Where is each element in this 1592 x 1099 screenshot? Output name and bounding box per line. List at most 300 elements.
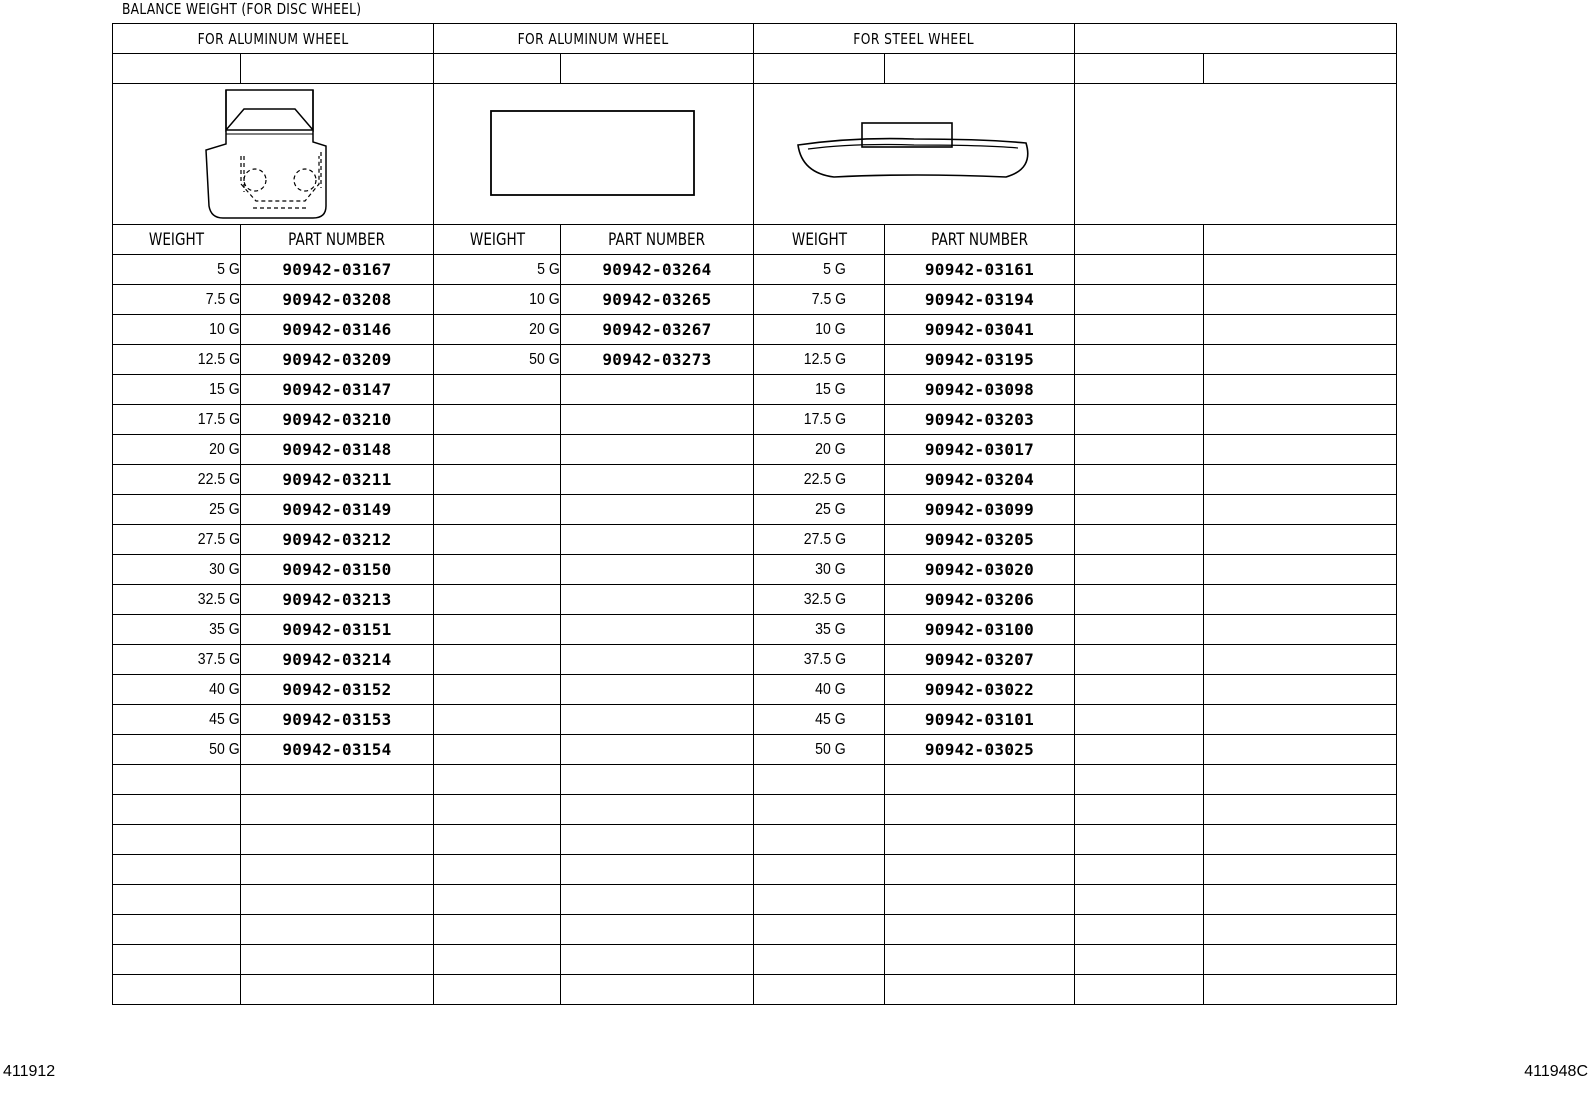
weight-cell [1075, 585, 1204, 615]
group-label-aluminum-2: FOR ALUMINUM WHEEL [517, 30, 670, 48]
table-row [113, 375, 1397, 405]
weight-cell [434, 765, 561, 795]
weight-cell [113, 555, 241, 585]
part-number-cell: 90942-03195 [885, 345, 1075, 375]
weight-cell [1075, 645, 1204, 675]
part-number-cell: 90942-03212 [241, 525, 434, 555]
weight-cell [434, 735, 561, 765]
blank-cell [1204, 225, 1397, 255]
part-number-cell [561, 825, 754, 855]
blank-cell [1075, 225, 1204, 255]
part-number-cell [241, 915, 434, 945]
weight-cell [113, 645, 241, 675]
part-number-cell [561, 525, 754, 555]
part-number-cell [1204, 525, 1397, 555]
weight-cell [754, 375, 885, 405]
weight-cell [1075, 945, 1204, 975]
weight-value: 5 G [823, 260, 846, 278]
weight-cell [754, 435, 885, 465]
table-row [113, 795, 1397, 825]
weight-cell [113, 465, 241, 495]
blank-cell [1075, 54, 1204, 84]
weight-cell [1075, 435, 1204, 465]
weight-value: 15 G [815, 380, 846, 398]
weight-cell [113, 825, 241, 855]
weight-cell [1075, 915, 1204, 945]
part-number-cell [561, 495, 754, 525]
weight-value: 10 G [209, 320, 240, 338]
part-number-cell [561, 465, 754, 495]
weight-cell [754, 975, 885, 1005]
table-row [113, 645, 1397, 675]
part-number-cell: 90942-03148 [241, 435, 434, 465]
weight-cell [434, 435, 561, 465]
part-number-cell [1204, 825, 1397, 855]
illustration-cell-empty [1075, 84, 1397, 225]
weight-value: 27.5 G [803, 530, 846, 548]
table-row [113, 765, 1397, 795]
part-number-cell: 90942-03208 [241, 285, 434, 315]
weight-cell [113, 765, 241, 795]
weight-cell [434, 615, 561, 645]
weight-value: 7.5 G [811, 290, 846, 308]
weight-cell [113, 885, 241, 915]
group-header-row [113, 24, 1397, 54]
blank-cell [561, 54, 754, 84]
weight-cell [434, 375, 561, 405]
part-number-cell: 90942-03017 [885, 435, 1075, 465]
part-number-header: PART NUMBER [241, 225, 434, 255]
weight-cell [113, 345, 241, 375]
part-number-cell [241, 795, 434, 825]
weight-cell [113, 375, 241, 405]
weight-cell [434, 945, 561, 975]
weight-header: WEIGHT [113, 225, 241, 255]
part-number-cell: 90942-03020 [885, 555, 1075, 585]
weight-value: 25 G [815, 500, 846, 518]
group-label-aluminum-1: FOR ALUMINUM WHEEL [197, 30, 349, 48]
part-number-cell [1204, 975, 1397, 1005]
part-number-cell: 90942-03150 [241, 555, 434, 585]
weight-value: 40 G [209, 680, 240, 698]
part-number-cell: 90942-03194 [885, 285, 1075, 315]
weight-value: 37.5 G [197, 650, 240, 668]
part-number-cell [561, 705, 754, 735]
weight-header: WEIGHT [754, 225, 885, 255]
group-header-cell [434, 24, 754, 54]
weight-value: 40 G [815, 680, 846, 698]
weight-cell [1075, 855, 1204, 885]
blank-subheader-row [113, 54, 1397, 84]
part-number-cell: 90942-03214 [241, 645, 434, 675]
weight-cell [754, 405, 885, 435]
part-number-cell [561, 885, 754, 915]
weight-cell [754, 915, 885, 945]
part-number-cell [1204, 615, 1397, 645]
part-number-cell [561, 615, 754, 645]
table-row [113, 255, 1397, 285]
weight-value: 30 G [815, 560, 846, 578]
part-number-cell [241, 975, 434, 1005]
illustration-cell [434, 84, 754, 225]
part-number-cell [561, 375, 754, 405]
part-number-cell [1204, 465, 1397, 495]
part-number-cell: 90942-03204 [885, 465, 1075, 495]
weight-cell [754, 495, 885, 525]
part-number-cell [241, 855, 434, 885]
adhesive-balance-weight-illustration [489, 109, 699, 199]
weight-cell [113, 975, 241, 1005]
weight-value: 5 G [537, 260, 560, 278]
part-number-cell: 90942-03206 [885, 585, 1075, 615]
part-number-cell [561, 555, 754, 585]
weight-cell [434, 855, 561, 885]
illustration-cell [754, 84, 1075, 225]
part-number-cell: 90942-03154 [241, 735, 434, 765]
part-number-cell: 90942-03098 [885, 375, 1075, 405]
weight-value: 45 G [815, 710, 846, 728]
part-number-cell: 90942-03167 [241, 255, 434, 285]
weight-value: 27.5 G [197, 530, 240, 548]
weight-value: 22.5 G [197, 470, 240, 488]
part-number-cell: 90942-03203 [885, 405, 1075, 435]
weight-cell [754, 285, 885, 315]
blank-cell [241, 54, 434, 84]
part-number-cell [1204, 795, 1397, 825]
table-row [113, 495, 1397, 525]
part-number-cell [1204, 345, 1397, 375]
weight-cell [113, 255, 241, 285]
weight-value: 7.5 G [205, 290, 240, 308]
weight-cell [754, 615, 885, 645]
part-number-cell [1204, 435, 1397, 465]
part-number-cell [561, 675, 754, 705]
weight-cell [1075, 405, 1204, 435]
part-number-cell [561, 975, 754, 1005]
weight-cell [113, 435, 241, 465]
part-number-cell [241, 945, 434, 975]
group-label-steel: FOR STEEL WHEEL [853, 30, 975, 48]
weight-cell [1075, 675, 1204, 705]
part-number-cell: 90942-03022 [885, 675, 1075, 705]
part-number-cell [1204, 945, 1397, 975]
part-number-cell: 90942-03161 [885, 255, 1075, 285]
part-number-cell [1204, 675, 1397, 705]
weight-value: 45 G [209, 710, 240, 728]
table-row [113, 345, 1397, 375]
weight-cell [434, 255, 561, 285]
weight-cell [754, 885, 885, 915]
weight-cell [1075, 345, 1204, 375]
part-number-cell [1204, 765, 1397, 795]
weight-value: 10 G [815, 320, 846, 338]
part-number-cell [1204, 555, 1397, 585]
part-number-cell [241, 885, 434, 915]
part-number-cell [561, 405, 754, 435]
weight-cell [434, 465, 561, 495]
part-number-cell [885, 945, 1075, 975]
weight-value: 32.5 G [803, 590, 846, 608]
illustration-row [113, 84, 1397, 225]
table-row [113, 315, 1397, 345]
part-number-cell [885, 825, 1075, 855]
part-number-cell: 90942-03205 [885, 525, 1075, 555]
part-number-header: PART NUMBER [885, 225, 1075, 255]
weight-value: 37.5 G [803, 650, 846, 668]
part-number-cell [885, 885, 1075, 915]
table-row [113, 525, 1397, 555]
part-number-cell [1204, 705, 1397, 735]
part-number-cell: 90942-03153 [241, 705, 434, 735]
weight-cell [434, 525, 561, 555]
weight-cell [113, 915, 241, 945]
weight-cell [754, 735, 885, 765]
table-row [113, 855, 1397, 885]
weight-cell [754, 345, 885, 375]
table-row [113, 405, 1397, 435]
weight-cell [1075, 795, 1204, 825]
weight-cell [1075, 465, 1204, 495]
weight-cell [1075, 255, 1204, 285]
column-header-row [113, 225, 1397, 255]
weight-cell [434, 885, 561, 915]
weight-cell [113, 945, 241, 975]
part-number-cell: 90942-03146 [241, 315, 434, 345]
table-row [113, 555, 1397, 585]
weight-cell [113, 405, 241, 435]
weight-value: 20 G [209, 440, 240, 458]
weight-value: 25 G [209, 500, 240, 518]
table-row [113, 915, 1397, 945]
weight-cell [434, 555, 561, 585]
group-header-cell [754, 24, 1075, 54]
weight-cell [1075, 615, 1204, 645]
part-number-cell [241, 825, 434, 855]
table-row [113, 675, 1397, 705]
weight-cell [434, 705, 561, 735]
part-number-cell [1204, 855, 1397, 885]
weight-cell [1075, 975, 1204, 1005]
table-row [113, 585, 1397, 615]
weight-cell [754, 585, 885, 615]
weight-value: 35 G [815, 620, 846, 638]
table-row [113, 705, 1397, 735]
part-number-cell [885, 765, 1075, 795]
steel-clip-balance-weight-illustration [794, 119, 1034, 189]
part-number-cell: 90942-03267 [561, 315, 754, 345]
weight-cell [434, 645, 561, 675]
weight-cell [754, 765, 885, 795]
weight-value: 20 G [815, 440, 846, 458]
weight-cell [113, 795, 241, 825]
weight-cell [754, 315, 885, 345]
part-number-cell: 90942-03265 [561, 285, 754, 315]
weight-value: 50 G [529, 350, 560, 368]
weight-cell [113, 735, 241, 765]
part-number-cell [561, 855, 754, 885]
part-number-cell [1204, 735, 1397, 765]
figure-reference-right: 411948C [1524, 1063, 1588, 1080]
weight-cell [1075, 735, 1204, 765]
part-number-cell [1204, 885, 1397, 915]
weight-cell [434, 585, 561, 615]
table-row [113, 465, 1397, 495]
weight-value: 50 G [209, 740, 240, 758]
part-number-cell: 90942-03151 [241, 615, 434, 645]
weight-cell [434, 975, 561, 1005]
weight-cell [113, 855, 241, 885]
part-number-cell [1204, 495, 1397, 525]
part-number-cell [1204, 375, 1397, 405]
part-number-cell [1204, 405, 1397, 435]
part-number-cell: 90942-03211 [241, 465, 434, 495]
part-number-cell: 90942-03152 [241, 675, 434, 705]
part-number-cell [885, 795, 1075, 825]
weight-value: 15 G [209, 380, 240, 398]
part-number-cell: 90942-03209 [241, 345, 434, 375]
part-number-cell [885, 915, 1075, 945]
weight-cell [754, 795, 885, 825]
weight-value: 22.5 G [803, 470, 846, 488]
part-number-cell: 90942-03099 [885, 495, 1075, 525]
blank-cell [885, 54, 1075, 84]
part-number-cell: 90942-03207 [885, 645, 1075, 675]
weight-cell [434, 795, 561, 825]
table-row [113, 285, 1397, 315]
weight-cell [754, 255, 885, 285]
blank-cell [754, 54, 885, 84]
part-number-cell: 90942-03273 [561, 345, 754, 375]
part-number-cell: 90942-03147 [241, 375, 434, 405]
weight-cell [1075, 555, 1204, 585]
part-number-cell [561, 585, 754, 615]
weight-cell [1075, 825, 1204, 855]
weight-cell [113, 495, 241, 525]
weight-cell [1075, 495, 1204, 525]
balance-weight-table [112, 23, 1397, 1005]
weight-cell [434, 315, 561, 345]
part-number-cell [561, 735, 754, 765]
weight-cell [113, 705, 241, 735]
blank-cell [434, 54, 561, 84]
part-number-cell [1204, 255, 1397, 285]
weight-cell [754, 465, 885, 495]
part-number-cell [561, 435, 754, 465]
part-number-cell [561, 765, 754, 795]
part-number-cell [1204, 585, 1397, 615]
part-number-cell [1204, 645, 1397, 675]
weight-cell [1075, 285, 1204, 315]
part-number-cell [561, 645, 754, 675]
part-number-cell: 90942-03210 [241, 405, 434, 435]
weight-value: 32.5 G [197, 590, 240, 608]
weight-value: 5 G [217, 260, 240, 278]
part-number-cell: 90942-03149 [241, 495, 434, 525]
weight-cell [1075, 525, 1204, 555]
weight-value: 17.5 G [197, 410, 240, 428]
weight-cell [434, 825, 561, 855]
part-number-cell [1204, 315, 1397, 345]
part-number-cell: 90942-03041 [885, 315, 1075, 345]
weight-cell [434, 675, 561, 705]
weight-cell [754, 825, 885, 855]
weight-value: 50 G [815, 740, 846, 758]
part-number-cell: 90942-03100 [885, 615, 1075, 645]
weight-cell [754, 555, 885, 585]
group-header-cell [113, 24, 434, 54]
part-number-cell [561, 795, 754, 825]
part-number-cell [1204, 285, 1397, 315]
weight-value: 10 G [529, 290, 560, 308]
part-number-cell: 90942-03213 [241, 585, 434, 615]
weight-value: 12.5 G [803, 350, 846, 368]
weight-value: 12.5 G [197, 350, 240, 368]
weight-cell [1075, 885, 1204, 915]
weight-cell [754, 675, 885, 705]
weight-value: 17.5 G [803, 410, 846, 428]
part-number-cell [885, 855, 1075, 885]
table-row [113, 945, 1397, 975]
table-row [113, 825, 1397, 855]
weight-cell [1075, 705, 1204, 735]
weight-cell [434, 345, 561, 375]
blank-cell [113, 54, 241, 84]
part-number-cell [561, 945, 754, 975]
weight-cell [113, 585, 241, 615]
figure-reference-left: 411912 [3, 1063, 56, 1080]
weight-cell [434, 285, 561, 315]
weight-cell [754, 945, 885, 975]
weight-value: 30 G [209, 560, 240, 578]
weight-cell [754, 645, 885, 675]
weight-cell [754, 525, 885, 555]
weight-value: 20 G [529, 320, 560, 338]
blank-cell [1204, 54, 1397, 84]
part-number-cell: 90942-03025 [885, 735, 1075, 765]
part-number-header: PART NUMBER [561, 225, 754, 255]
weight-cell [113, 615, 241, 645]
weight-cell [113, 525, 241, 555]
table-row [113, 735, 1397, 765]
table-row [113, 615, 1397, 645]
clip-on-balance-weight-illustration [193, 84, 353, 224]
table-row [113, 435, 1397, 465]
weight-cell [1075, 315, 1204, 345]
weight-cell [434, 495, 561, 525]
weight-cell [434, 405, 561, 435]
weight-cell [434, 915, 561, 945]
group-header-cell [1075, 24, 1397, 54]
part-number-cell [241, 765, 434, 795]
weight-header: WEIGHT [434, 225, 561, 255]
weight-cell [754, 855, 885, 885]
part-number-cell: 90942-03264 [561, 255, 754, 285]
part-number-cell [561, 915, 754, 945]
table-row [113, 975, 1397, 1005]
part-number-cell [1204, 915, 1397, 945]
weight-value: 35 G [209, 620, 240, 638]
document-title: BALANCE WEIGHT (FOR DISC WHEEL) [122, 0, 362, 18]
weight-cell [1075, 375, 1204, 405]
part-number-cell: 90942-03101 [885, 705, 1075, 735]
illustration-cell [113, 84, 434, 225]
weight-cell [754, 705, 885, 735]
table-row [113, 885, 1397, 915]
weight-cell [113, 285, 241, 315]
weight-cell [1075, 765, 1204, 795]
weight-cell [113, 675, 241, 705]
part-number-cell [885, 975, 1075, 1005]
